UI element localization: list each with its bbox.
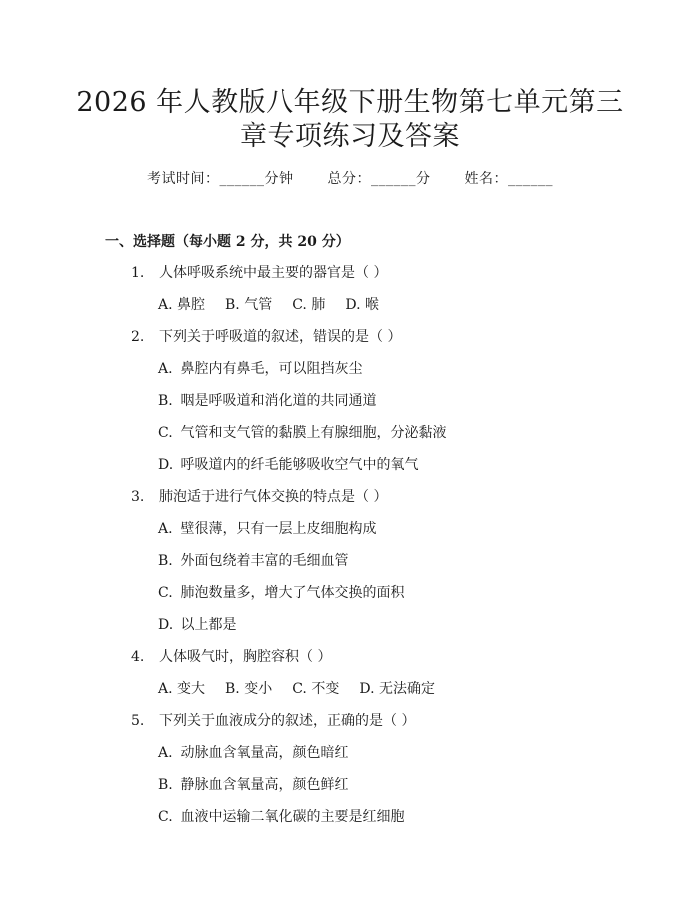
option-text: 外面包绕着丰富的毛细血管 xyxy=(180,553,349,569)
option-text: 静脉血含氧量高，颜色鲜红 xyxy=(180,777,349,793)
option-label: A. xyxy=(158,745,173,761)
option-c xyxy=(158,422,446,442)
option-text: 血液中运输二氧化碳的主要是红细胞 xyxy=(180,809,405,825)
page-title-line1: 2026 年人教版八年级下册生物第七单元第三 xyxy=(76,87,624,118)
question-3 xyxy=(131,486,387,506)
exam-meta xyxy=(0,168,700,188)
option-b xyxy=(158,774,348,794)
option-label: A. xyxy=(158,361,173,377)
total-score-field: 总分：______分 xyxy=(327,171,431,187)
option-label: D. xyxy=(158,617,174,633)
option-d xyxy=(158,614,236,634)
option-a: A. 鼻腔 xyxy=(158,297,206,313)
option-text: 气管和支气管的黏膜上有腺细胞，分泌黏液 xyxy=(180,425,447,441)
option-text: 肺泡数量多，增大了气体交换的面积 xyxy=(180,585,405,601)
question-number: 2. xyxy=(131,329,145,345)
option-label: B. xyxy=(158,777,173,793)
student-name-field: 姓名：______ xyxy=(464,171,553,187)
option-b xyxy=(158,390,376,410)
option-a xyxy=(158,358,362,378)
question-5 xyxy=(131,710,415,730)
option-a xyxy=(158,742,348,762)
option-text: 呼吸道内的纤毛能够吸收空气中的氧气 xyxy=(180,457,419,473)
option-label: C. xyxy=(158,809,173,825)
option-text: 壁很薄，只有一层上皮细胞构成 xyxy=(180,521,377,537)
option-label: C. xyxy=(158,585,173,601)
question-text: 下列关于呼吸道的叙述，错误的是（ ） xyxy=(159,329,402,345)
question-text: 人体吸气时，胸腔容积（ ） xyxy=(159,649,332,665)
question-number: 5. xyxy=(131,713,145,729)
option-b: B. 变小 xyxy=(225,681,273,697)
option-label: A. xyxy=(158,521,173,537)
option-label: B. xyxy=(158,553,173,569)
option-label: B. xyxy=(158,393,173,409)
question-text: 下列关于血液成分的叙述，正确的是（ ） xyxy=(159,713,416,729)
question-1 xyxy=(131,262,387,282)
option-a xyxy=(158,518,376,538)
option-label: C. xyxy=(158,425,173,441)
option-d: D. 喉 xyxy=(345,297,379,313)
option-text: 以上都是 xyxy=(180,617,237,633)
option-c: C. 不变 xyxy=(292,681,340,697)
question-1-options xyxy=(158,294,399,314)
page-title-line2: 章专项练习及答案 xyxy=(240,121,460,152)
option-b xyxy=(158,550,348,570)
option-label: D. xyxy=(158,457,174,473)
option-c xyxy=(158,582,404,602)
option-d: D. 无法确定 xyxy=(359,681,435,697)
option-text: 动脉血含氧量高，颜色暗红 xyxy=(180,745,349,761)
exam-time-field: 考试时间：______分钟 xyxy=(147,171,294,187)
option-b: B. 气管 xyxy=(225,297,273,313)
option-c xyxy=(158,806,404,826)
option-text: 鼻腔内有鼻毛，可以阻挡灰尘 xyxy=(180,361,363,377)
section-heading: 一、选择题（每小题 2 分，共 20 分） xyxy=(105,234,350,250)
question-text: 人体呼吸系统中最主要的器官是（ ） xyxy=(159,265,388,281)
option-d xyxy=(158,454,418,474)
option-text: 咽是呼吸道和消化道的共同通道 xyxy=(180,393,377,409)
question-number: 1. xyxy=(131,265,145,281)
option-c: C. 肺 xyxy=(292,297,326,313)
question-text: 肺泡适于进行气体交换的特点是（ ） xyxy=(159,489,388,505)
question-2 xyxy=(131,326,401,346)
question-number: 3. xyxy=(131,489,145,505)
question-number: 4. xyxy=(131,649,145,665)
question-4-options xyxy=(158,678,455,698)
option-a: A. 变大 xyxy=(158,681,206,697)
question-4 xyxy=(131,646,331,666)
